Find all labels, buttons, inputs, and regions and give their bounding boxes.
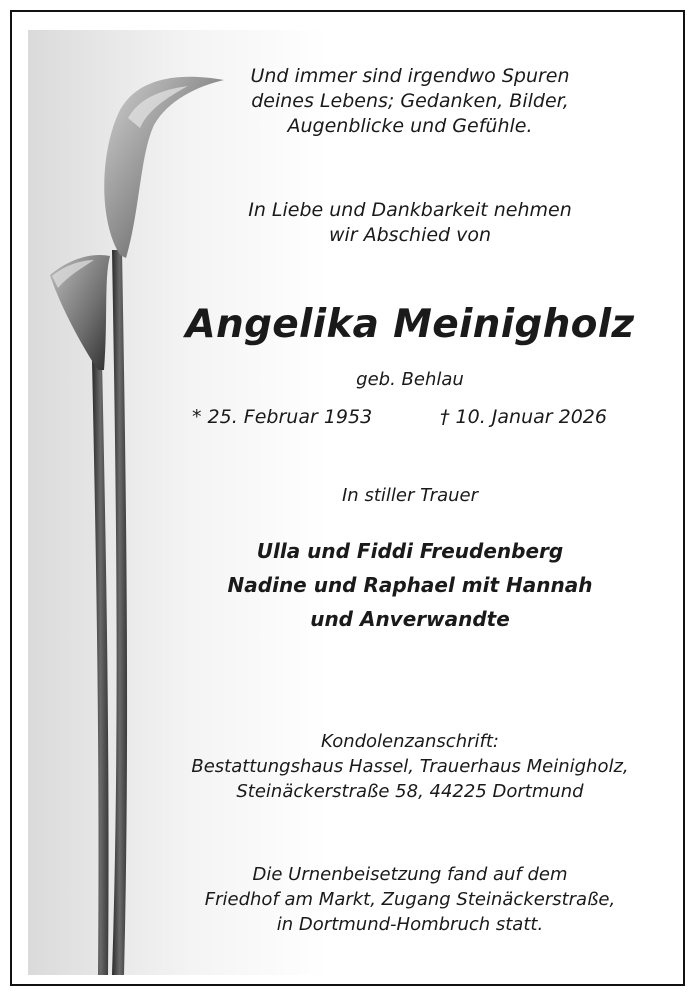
intro-line: In Liebe und Dankbarkeit nehmen	[248, 199, 572, 221]
poem	[12, 64, 683, 139]
family-line: und Anverwandte	[310, 607, 510, 631]
condolence-address	[12, 729, 683, 804]
poem-line: deines Lebens; Gedanken, Bilder,	[251, 90, 569, 112]
burial-line: Die Urnenbeisetzung fand auf dem	[252, 864, 568, 885]
burial-notice	[12, 862, 683, 937]
condolence-line: Steinäckerstraße 58, 44225 Dortmund	[236, 781, 584, 802]
deceased-name: Angelika Meinigholz	[185, 302, 635, 347]
birth-name: geb. Behlau	[356, 369, 464, 390]
family-line: Ulla und Fiddi Freudenberg	[256, 539, 564, 563]
intro-text	[12, 198, 683, 248]
birth-date: * 25. Februar 1953	[192, 406, 373, 428]
family-names	[12, 534, 683, 636]
family-line: Nadine und Raphael mit Hannah	[227, 573, 593, 597]
poem-line: Und immer sind irgendwo Spuren	[250, 65, 570, 87]
burial-line: in Dortmund-Hombruch statt.	[276, 914, 544, 935]
mourning-text: In stiller Trauer	[342, 485, 478, 506]
burial-line: Friedhof am Markt, Zugang Steinäckerstraße,	[204, 889, 616, 910]
intro-line: wir Abschied von	[328, 224, 492, 246]
poem-line: Augenblicke und Gefühle.	[287, 115, 533, 137]
obituary-frame	[10, 10, 685, 986]
condolence-line: Bestattungshaus Hassel, Trauerhaus Meinigholz,	[191, 756, 629, 777]
condolence-line: Kondolenzanschrift:	[321, 731, 499, 752]
death-date: † 10. Januar 2026	[440, 406, 607, 428]
